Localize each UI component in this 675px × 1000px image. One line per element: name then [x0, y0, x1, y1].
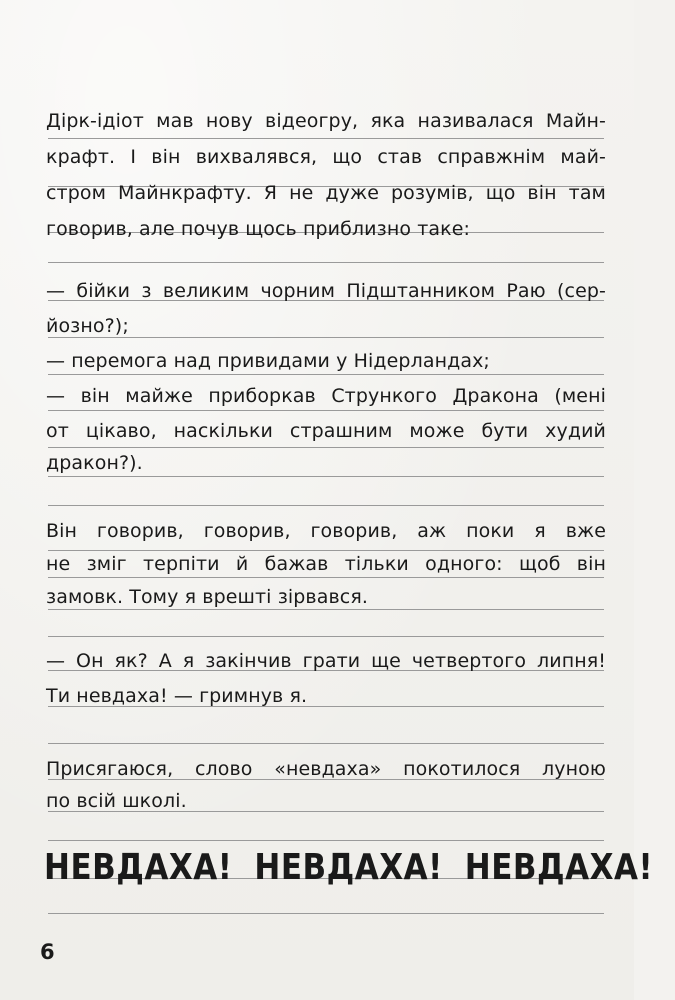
text-line: замовк. Тому я врешті зірвався.	[46, 586, 368, 608]
list-item: — перемога над привидами у Нідерландах;	[46, 350, 490, 372]
list-item: — він майже приборкав Стрункого Дракона (мені	[46, 385, 606, 407]
text-line: — Он як? А я закінчив грати ще четвертого липня!	[46, 650, 606, 672]
shout-word: НЕВДАХА!	[464, 846, 654, 889]
ruled-line	[48, 138, 604, 139]
text-line: Ти невдаха! — гримнув я.	[46, 685, 308, 707]
list-item: — бійки з великим чорним Підштанником Раю (сер-	[46, 280, 606, 302]
ruled-line	[48, 636, 604, 637]
text-line: крафт. І він вихвалявся, що став справжнім май-	[46, 146, 606, 168]
text-line: не зміг терпіти й бажав тільки одного: щоб він	[46, 553, 606, 575]
ruled-line	[48, 505, 604, 506]
text-line: говорив, але почув щось приблизно таке:	[46, 218, 470, 240]
text-line: Присягаюся, слово «невдаха» покотилося луною	[46, 758, 606, 780]
text-line: стром Майнкрафту. Я не дуже розумів, що він там	[46, 182, 606, 204]
ruled-line	[48, 913, 604, 914]
ruled-line	[48, 609, 604, 610]
page-number: 6	[40, 940, 55, 964]
text-line: Дірк-ідіот мав нову відеогру, яка називалася Майн-	[46, 110, 606, 132]
ruled-line	[48, 447, 604, 448]
ruled-line	[48, 577, 604, 578]
list-item: йозно?);	[46, 315, 129, 337]
text-line: Він говорив, говорив, говорив, аж поки я вже	[46, 520, 606, 542]
ruled-line	[48, 840, 604, 841]
ruled-line	[48, 374, 604, 375]
ruled-line	[48, 337, 604, 338]
text-line: по всій школі.	[46, 790, 187, 812]
ruled-line	[48, 743, 604, 744]
ruled-line	[48, 262, 604, 263]
list-item: дракон?).	[46, 452, 143, 474]
ruled-line	[48, 410, 604, 411]
shout-word: НЕВДАХА!	[254, 846, 443, 889]
list-item: от цікаво, наскільки страшним може бути худий	[46, 420, 606, 442]
ruled-line	[48, 550, 604, 551]
shout-text	[44, 848, 675, 887]
ruled-line	[48, 476, 604, 477]
shout-word: НЕВДАХА!	[44, 846, 233, 889]
